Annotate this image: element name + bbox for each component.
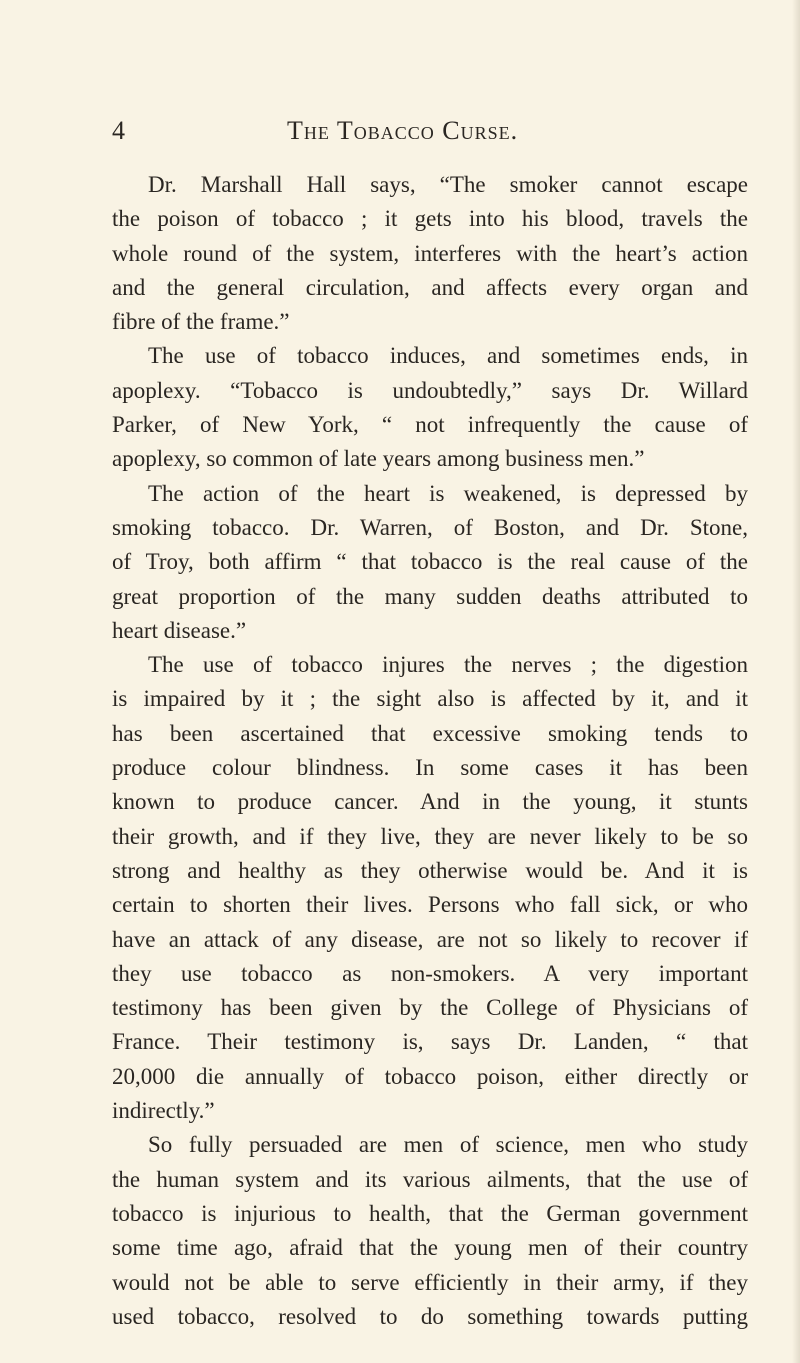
- text-line: great proportion of the many sudden deaths attributed to: [112, 583, 748, 609]
- running-head: [0, 111, 800, 151]
- text-line: Dr. Marshall Hall says, “The smoker cannot escape: [148, 172, 748, 197]
- text-line: have an attack of any disease, are not so likely to recover if: [112, 926, 748, 952]
- text-line: So fully persuaded are men of science, men who study: [148, 1132, 748, 1158]
- text-line: indirectly.”: [112, 1098, 215, 1124]
- text-line: used tobacco, resolved to do something towards putting: [112, 1303, 748, 1329]
- text-line: their growth, and if they live, they are never likely to be so: [112, 823, 748, 849]
- paragraph: [112, 168, 748, 339]
- text-line: and the general circulation, and affects every organ and: [112, 274, 748, 300]
- text-line: would not be able to serve efficiently in their army, if they: [112, 1269, 748, 1295]
- page-number: 4: [112, 116, 125, 145]
- text-line: France. Their testimony is, says Dr. Landen, “ that: [112, 1029, 748, 1055]
- text-line: the poison of tobacco ; it gets into his blood, travels the: [112, 206, 748, 232]
- text-line: certain to shorten their lives. Persons who fall sick, or who: [112, 892, 748, 918]
- text-line: apoplexy, so common of late years among business men.”: [112, 446, 645, 472]
- text-line: is impaired by it ; the sight also is affected by it, and it: [112, 686, 748, 712]
- paragraph: [112, 477, 748, 648]
- text-line: of Troy, both affirm “ that tobacco is the real cause of the: [112, 549, 748, 575]
- paragraph: [112, 648, 748, 1128]
- text-line: strong and healthy as they otherwise would be. And it is: [112, 857, 748, 883]
- text-line: some time ago, afraid that the young men of their country: [112, 1235, 748, 1261]
- text-line: tobacco is injurious to health, that the German government: [112, 1200, 748, 1226]
- text-line: heart disease.”: [112, 617, 247, 643]
- text-line: testimony has been given by the College of Physicians of: [112, 995, 748, 1021]
- text-line: known to produce cancer. And in the young, it stunts: [112, 789, 748, 815]
- running-title: The Tobacco Curse.: [287, 116, 519, 145]
- text-line: The use of tobacco induces, and sometimes ends, in: [148, 343, 748, 369]
- text-line: smoking tobacco. Dr. Warren, of Boston, and Dr. Stone,: [112, 514, 748, 540]
- text-line: The action of the heart is weakened, is depressed by: [148, 480, 748, 506]
- text-line: produce colour blindness. In some cases it has been: [112, 755, 748, 781]
- text-line: 20,000 die annually of tobacco poison, either directly or: [112, 1063, 748, 1089]
- text-line: fibre of the frame.”: [112, 309, 290, 335]
- paragraph: [112, 339, 748, 476]
- page-edge-shadow: [792, 0, 800, 1363]
- body-text: [112, 168, 748, 1334]
- paragraph: [112, 1128, 748, 1334]
- text-line: has been ascertained that excessive smoking tends to: [112, 720, 748, 746]
- text-line: whole round of the system, interferes with the heart’s action: [112, 240, 748, 266]
- text-line: the human system and its various ailments, that the use of: [112, 1166, 748, 1192]
- text-line: apoplexy. “Tobacco is undoubtedly,” says Dr. Willard: [112, 377, 748, 403]
- text-line: they use tobacco as non-smokers. A very important: [112, 960, 748, 986]
- text-line: The use of tobacco injures the nerves ; the digestion: [148, 652, 748, 678]
- text-line: Parker, of New York, “ not infrequently the cause of: [112, 412, 748, 438]
